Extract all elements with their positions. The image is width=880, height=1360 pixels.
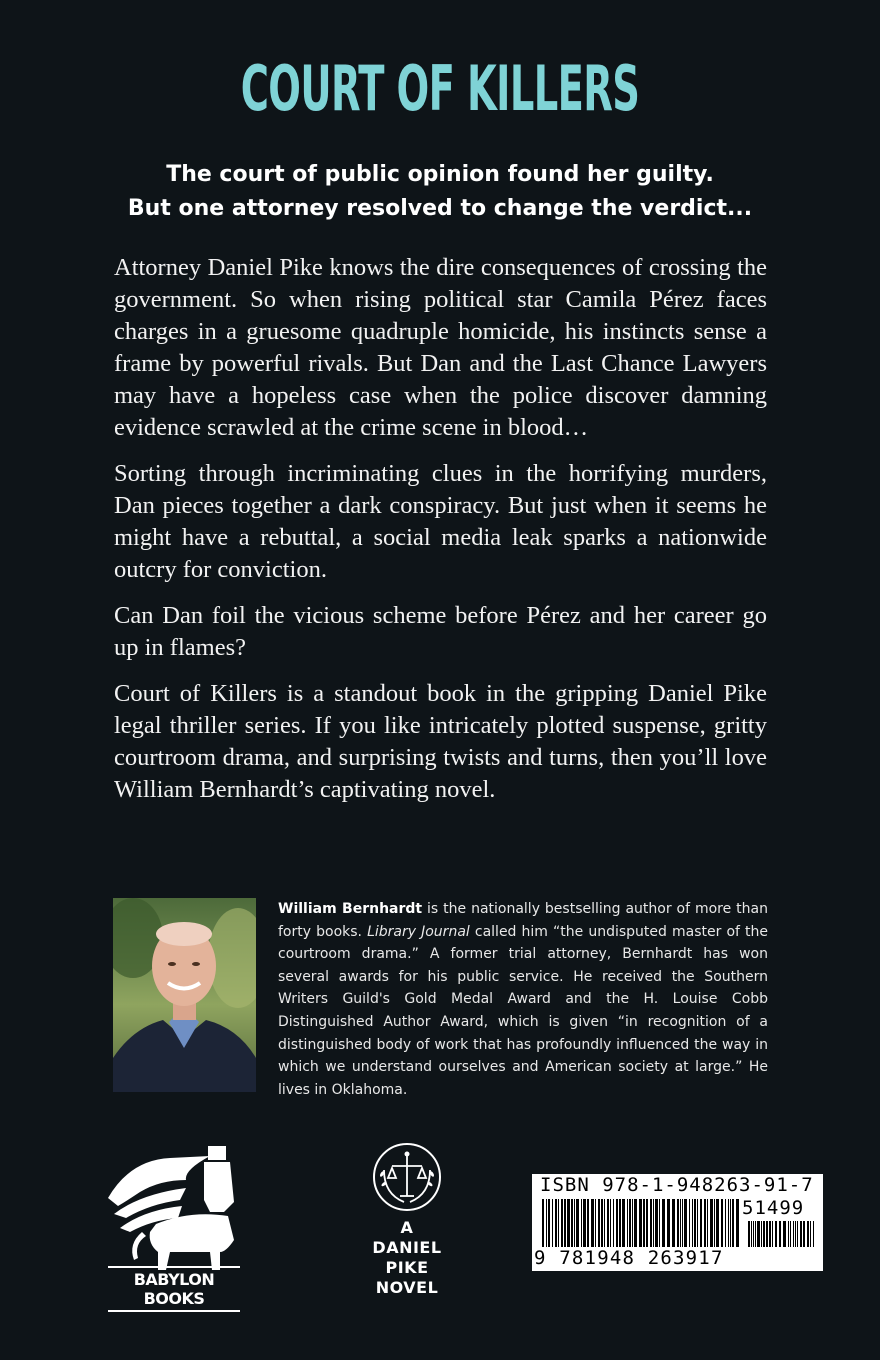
series-line: PIKE [385,1258,429,1277]
author-photo [113,898,256,1092]
description-paragraph: Court of Killers is a standout book in the gripping Daniel Pike legal thriller series. If you like intricately plotted suspense, gritty courtroom drama, and surprising twists and turns, then you’ll love William Bernhardt’s captivating novel. [114,680,767,803]
bio-text: called him “the undisputed master of the courtroom drama.” A former trial attorney, Bernhardt has won several awards for his public service. He received the Southern Writers Guild's Gold Medal Award and the H. Louise Cobb Distinguished Author Award, which is given “in recognition of a distinguished body of work that has profoundly influenced the way in which we understand ourselves and American society at large.” He lives in Oklahoma. [278,923,768,1098]
author-portrait-icon [113,898,256,1092]
description-paragraph: Sorting through incriminating clues in the horrifying murders, Dan pieces together a dark conspiracy. But just when it seems he might have a rebuttal, a social media leak sparks a nationwide outcry for conviction. [114,460,767,583]
isbn-barcode [532,1174,823,1271]
description-paragraph: Can Dan foil the vicious scheme before Pérez and her career go up in flames? [114,602,767,661]
publisher-name: BABYLON BOOKS [108,1266,240,1312]
author-name: William Bernhardt [278,901,423,917]
series-label [340,1218,474,1298]
bio-text: is the nationally bestselling author of more than forty books. [278,901,768,940]
description-paragraph: Attorney Daniel Pike knows the dire consequences of crossing the government. So when rising political star Camila Pérez faces charges in a gruesome quadruple homicide, his instincts sense a frame by powerful rivals. But Dan and the Last Chance Lawyers may have a hopeless case when the police discover damning evidence scrawled at the crime scene in blood… [114,254,767,441]
barcode-bars-icon [542,1199,814,1249]
series-line: A [400,1218,414,1237]
isbn-number: ISBN 978-1-948263-91-7 [540,1174,814,1196]
series-line: DANIEL [372,1238,442,1257]
series-line: NOVEL [375,1278,439,1297]
publication-name: Library Journal [367,923,470,940]
book-title: COURT OF KILLERS [240,52,640,125]
barcode-digits: 9 781948 263917 [534,1247,724,1269]
tagline-line-1: The court of public opinion found her guilty. [166,162,714,187]
book-description [114,252,767,820]
price-code: 51499 [742,1197,805,1219]
author-bio [278,898,768,1101]
scales-of-justice-icon [372,1142,442,1212]
tagline [40,158,840,226]
tagline-line-2: But one attorney resolved to change the verdict... [127,196,753,221]
